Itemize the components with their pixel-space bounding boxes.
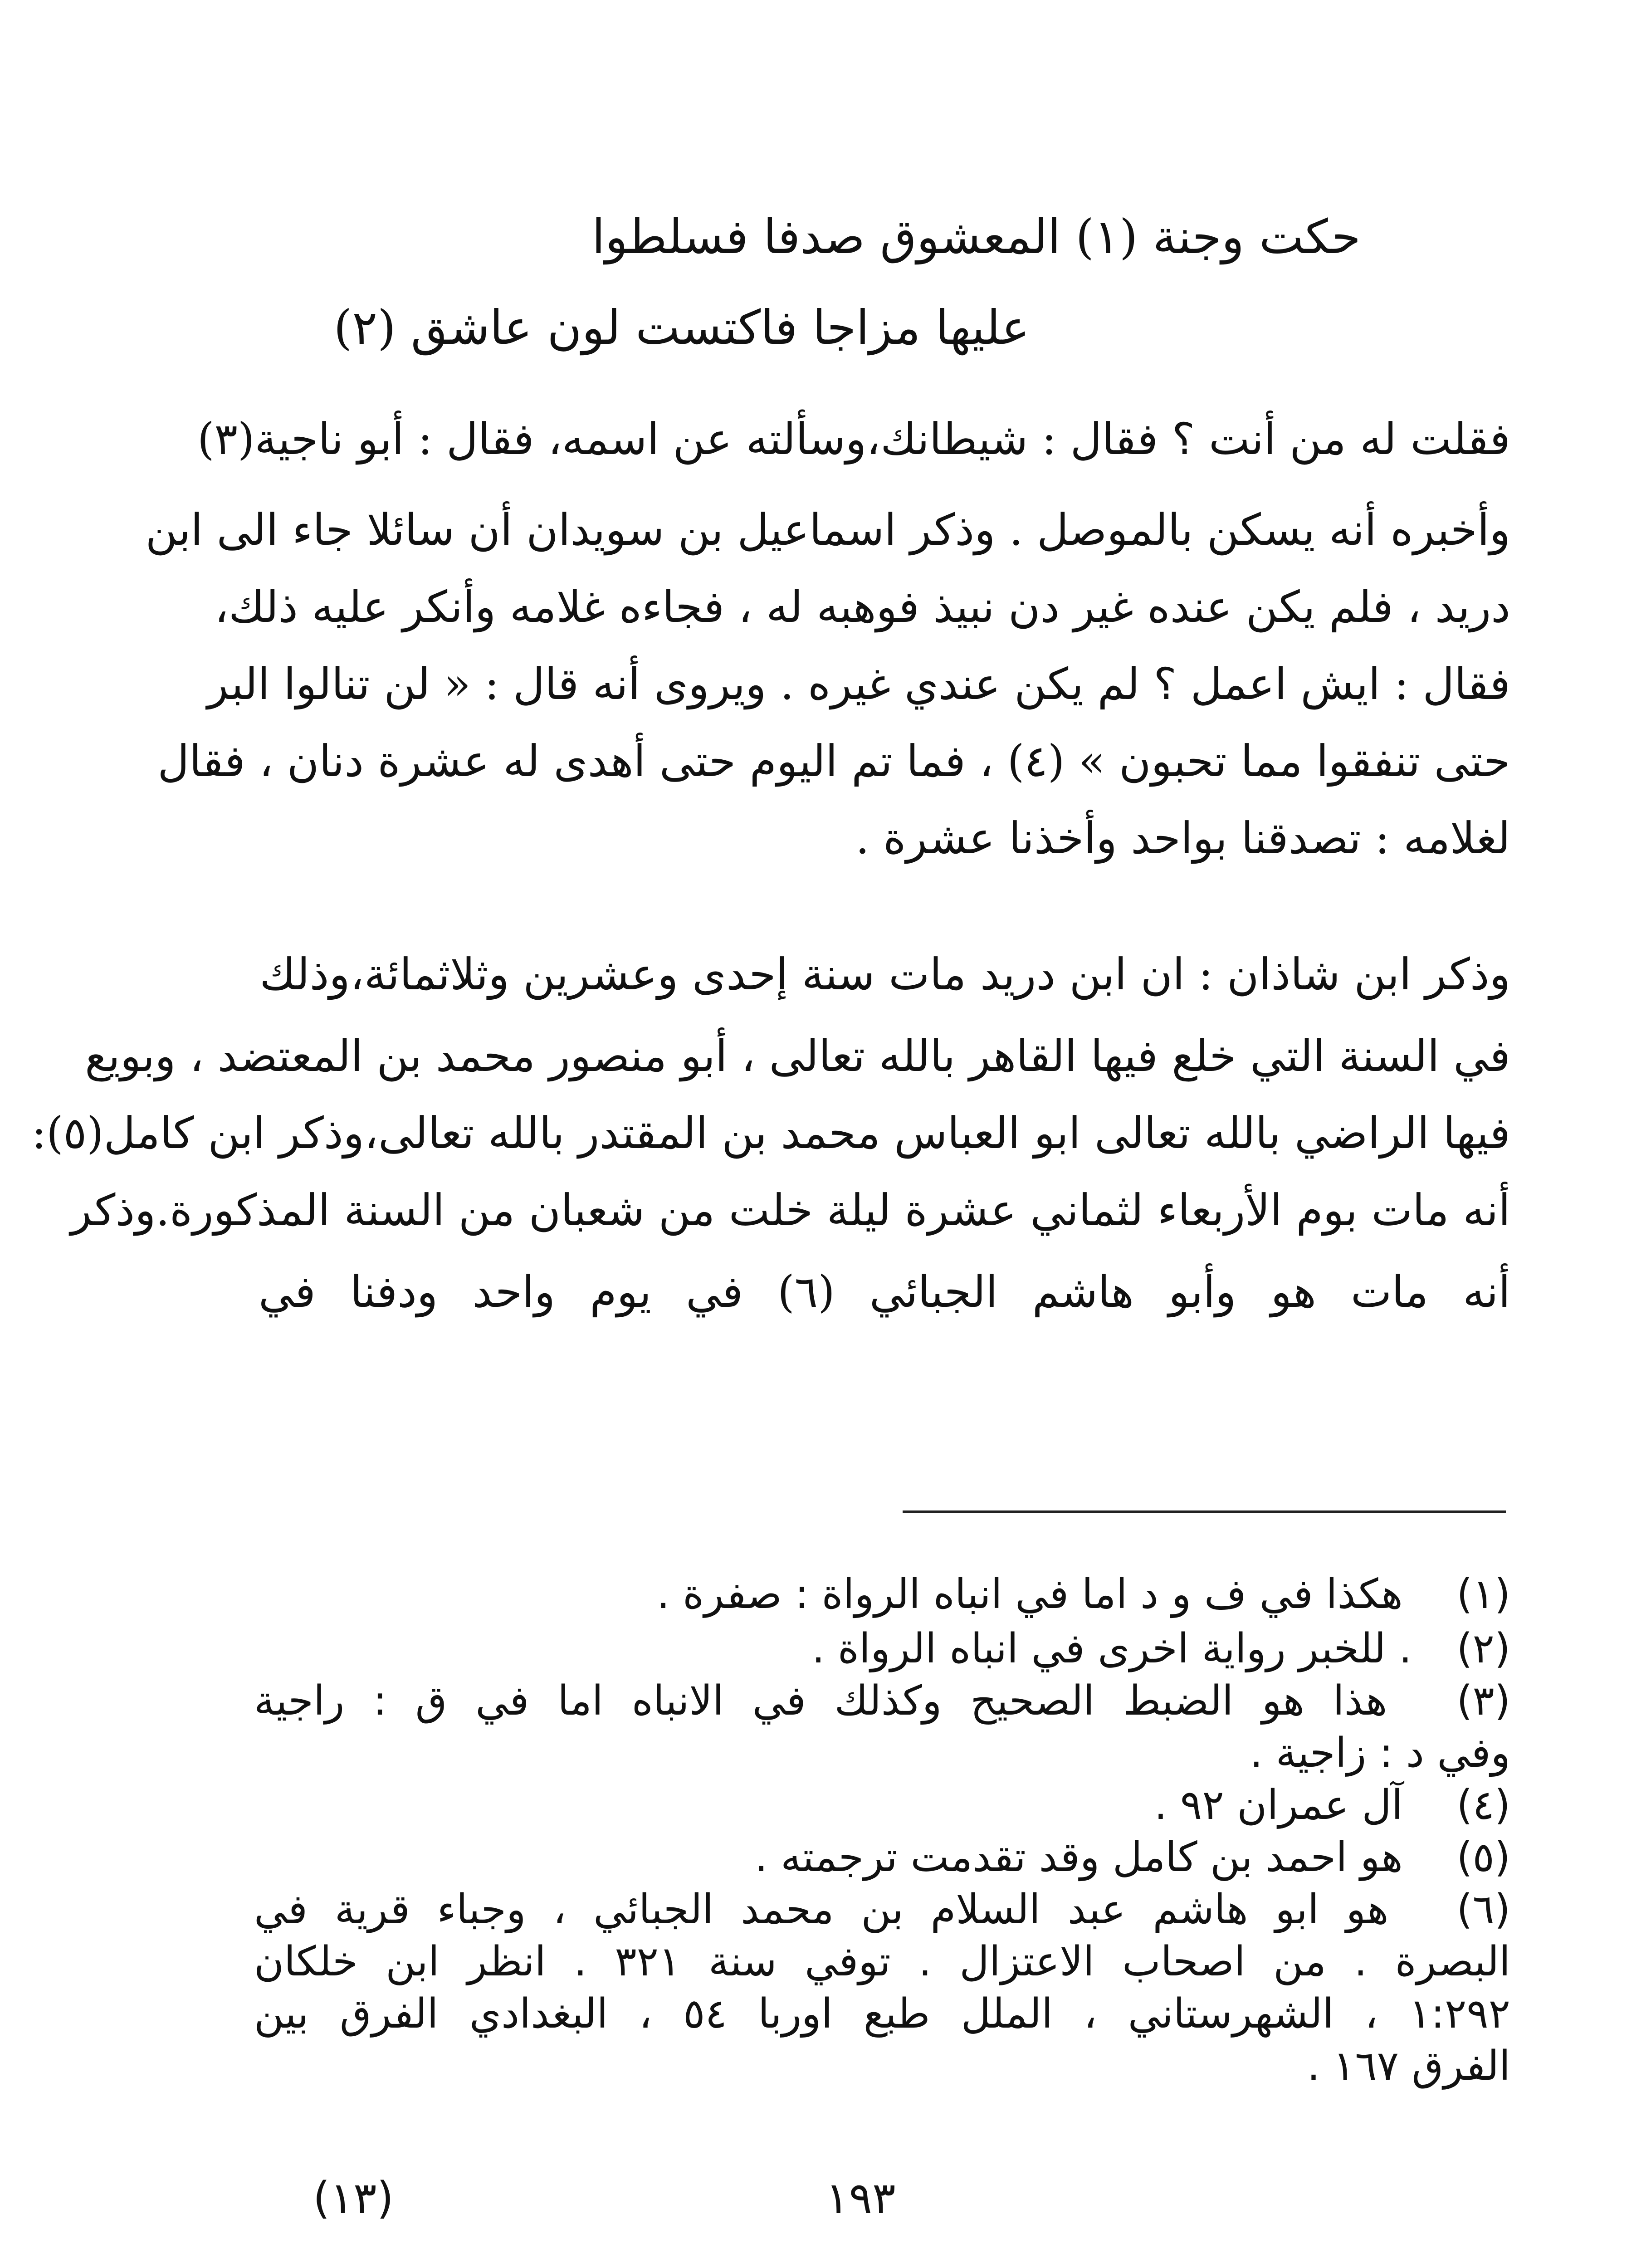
paragraph-2-line-1: وذكر ابن شاذان : ان ابن دريد مات سنة إحدى وعشرين وثلاثمائة،وذلك	[259, 949, 1510, 1000]
paragraph-2-line-4: أنه مات بوم الأربعاء لثماني عشرة ليلة خلت من شعبان من السنة المذكورة.وذكر	[70, 1185, 1510, 1236]
verse-line-1: حكت وجنة (١) المعشوق صدفا فسلطوا	[591, 209, 1361, 264]
footnote-number: (٦)	[1456, 1886, 1510, 1933]
footnote-number: (٥)	[1456, 1833, 1510, 1881]
paragraph-1-line-6: لغلامه : تصدقنا بواحد وأخذنا عشرة .	[855, 813, 1510, 864]
paragraph-2-line-5: أنه مات هو وأبو هاشم الجبائي (٦) في يوم واحد ودفنا في	[259, 1266, 1511, 1317]
footnote-6	[254, 1886, 1510, 1933]
footnote-number: (٢)	[1456, 1625, 1510, 1672]
footnote-4	[1154, 1781, 1510, 1829]
footnote-number: (٤)	[1456, 1781, 1510, 1829]
paragraph-1-line-1: فقلت له من أنت ؟ فقال : شيطانك،وسألته عن اسمه، فقال : أبو ناجية(٣)	[197, 414, 1510, 464]
footnote-text: . للخبر رواية اخرى في انباه الرواة .	[811, 1625, 1412, 1672]
footnote-5	[754, 1833, 1510, 1881]
paragraph-1-line-5: حتى تنفقوا مما تحبون » (٤) ، فما تم اليوم حتى أهدى له عشرة دنان ، فقال	[157, 736, 1510, 787]
footnote-text: هو ابو هاشم عبد السلام بن محمد الجبائي ، وجباء قرية في	[254, 1886, 1389, 1933]
footnote-text: آل عمران ٩٢ .	[1154, 1781, 1403, 1829]
signature-mark: (١٣)	[313, 2173, 394, 2224]
footnote-6-line-2: البصرة . من اصحاب الاعتزال . توفي سنة ٣٢١ . انظر ابن خلكان	[254, 1938, 1511, 1985]
paragraph-1-line-4: فقال : ايش اعمل ؟ لم يكن عندي غيره . ويروى أنه قال : « لن تنالوا البر	[207, 659, 1510, 709]
footnote-text: هكذا في ف و د اما في انباه الرواة : صفرة .	[656, 1570, 1403, 1618]
footnote-text: هو احمد بن كامل وقد تقدمت ترجمته .	[754, 1833, 1403, 1881]
paragraph-1-line-2: وأخبره أنه يسكن بالموصل . وذكر اسماعيل بن سويدان أن سائلا جاء الى ابن	[145, 504, 1510, 555]
paragraph-2-line-2: في السنة التي خلع فيها القاهر بالله تعالى ، أبو منصور محمد بن المعتضد ، وبويع	[85, 1031, 1510, 1081]
footnote-rule	[903, 1510, 1506, 1513]
paragraph-1-line-3: دريد ، فلم يكن عنده غير دن نبيذ فوهبه له ، فجاءه غلامه وأنكر عليه ذلك،	[215, 582, 1510, 632]
footnote-6-line-3: ١:٢٩٢ ، الشهرستاني ، الملل طبع اوربا ٥٤ ، البغدادي الفرق بين	[254, 1990, 1510, 2038]
footnote-3	[254, 1677, 1510, 1725]
footnote-number: (١)	[1456, 1570, 1510, 1618]
footnote-6-line-4: الفرق ١٦٧ .	[1307, 2042, 1510, 2090]
footnote-2	[467, 1625, 1510, 1672]
footnote-3-continued: وفي د : زاجية .	[1250, 1729, 1510, 1777]
paragraph-2-line-3: فيها الراضي بالله تعالى ابو العباس محمد بن المقتدر بالله تعالى،وذكر ابن كامل(٥):	[31, 1108, 1510, 1158]
footnote-1	[467, 1570, 1510, 1618]
page-number: ١٩٣	[826, 2173, 896, 2224]
footnote-number: (٣)	[1456, 1677, 1510, 1725]
verse-line-2: عليها مزاجا فاكتست لون عاشق (٢)	[333, 300, 1030, 355]
footnote-text: هذا هو الضبط الصحيح وكذلك في الانباه اما في ق : راجية	[254, 1677, 1387, 1725]
